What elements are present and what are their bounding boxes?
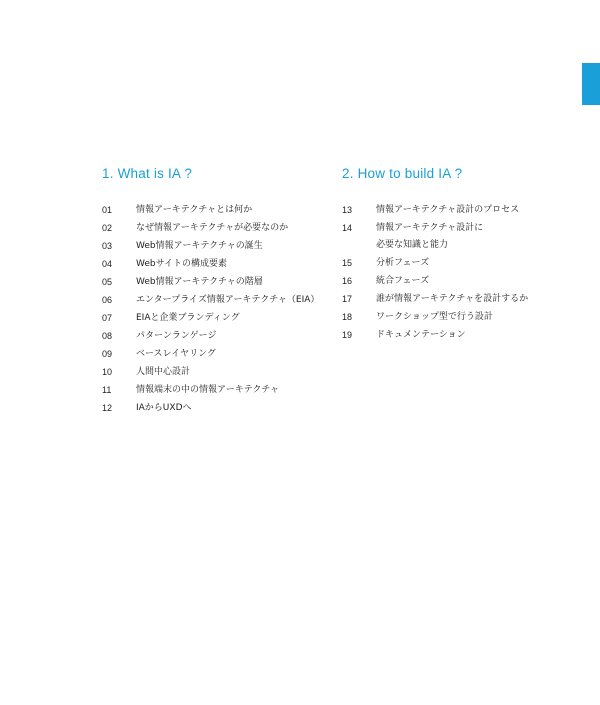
toc-entry: [342, 309, 582, 326]
toc-entry: [102, 256, 342, 273]
entry-title: IAからUXDへ: [136, 403, 192, 413]
entry-number: 01: [102, 205, 113, 215]
entry-number: 18: [342, 312, 353, 322]
toc-list: [342, 202, 582, 344]
toc-entry: [102, 238, 342, 255]
entry-number: 19: [342, 330, 353, 340]
entry-number: 13: [342, 205, 353, 215]
entry-title: Web情報アーキテクチャの階層: [136, 277, 263, 287]
toc-entry: [102, 274, 342, 291]
toc-entry: [342, 327, 582, 344]
entry-title: EIAと企業ブランディング: [136, 313, 240, 323]
entry-title: ワークショップ型で行う設計: [376, 312, 493, 322]
entry-title: エンタープライズ情報アーキテクチャ（EIA）: [136, 295, 320, 305]
entry-title: 情報アーキテクチャ設計に 必要な知識と能力: [376, 223, 484, 250]
chapter-edge-tab: [582, 63, 600, 105]
toc-entry: [342, 202, 582, 219]
entry-number: 09: [102, 349, 113, 359]
entry-title: なぜ情報アーキテクチャが必要なのか: [136, 223, 289, 233]
entry-number: 08: [102, 331, 113, 341]
entry-number: 11: [102, 385, 112, 395]
entry-number: 12: [102, 403, 113, 413]
entry-number: 04: [102, 259, 113, 269]
entry-title: 統合フェーズ: [376, 276, 430, 286]
toc-entry: [342, 255, 582, 272]
toc-list: [102, 202, 342, 417]
entry-number: 15: [342, 258, 353, 268]
entry-number: 10: [102, 367, 113, 377]
entry-title: Web情報アーキテクチャの誕生: [136, 241, 263, 251]
toc-entry: [342, 291, 582, 308]
entry-number: 06: [102, 295, 113, 305]
entry-number: 02: [102, 223, 113, 233]
toc-entry: [342, 220, 582, 254]
toc-entry: [102, 310, 342, 327]
toc-section-how-to-build-ia: [342, 165, 582, 345]
entry-number: 05: [102, 277, 113, 287]
toc-entry: [102, 382, 342, 399]
entry-title: 誰が情報アーキテクチャを設計するか: [376, 294, 529, 304]
toc-entry: [102, 220, 342, 237]
toc-entry: [102, 292, 342, 309]
entry-title: ベースレイヤリング: [136, 349, 216, 359]
entry-title: 情報アーキテクチャとは何か: [136, 205, 253, 215]
entry-number: 16: [342, 276, 353, 286]
entry-number: 14: [342, 223, 353, 233]
toc-entry: [102, 364, 342, 381]
entry-title: パターンランゲージ: [136, 331, 217, 341]
entry-title: ドキュメンテーション: [376, 330, 466, 340]
entry-title: 分析フェーズ: [376, 258, 430, 268]
toc-entry: [102, 328, 342, 345]
toc-entry: [342, 273, 582, 290]
entry-title: 情報端末の中の情報アーキテクチャ: [136, 385, 280, 395]
entry-number: 07: [102, 313, 113, 323]
section-heading: 2. How to build IA ?: [342, 166, 463, 181]
entry-title: 人間中心設計: [136, 367, 191, 377]
entry-title: 情報アーキテクチャ設計のプロセス: [376, 205, 520, 215]
toc-entry: [102, 400, 342, 417]
entry-number: 03: [102, 241, 113, 251]
entry-title: Webサイトの構成要素: [136, 259, 227, 269]
toc-entry: [102, 346, 342, 363]
section-heading: 1. What is IA ?: [102, 166, 193, 181]
toc-entry: [102, 202, 342, 219]
entry-number: 17: [342, 294, 353, 304]
toc-section-what-is-ia: [102, 165, 342, 418]
